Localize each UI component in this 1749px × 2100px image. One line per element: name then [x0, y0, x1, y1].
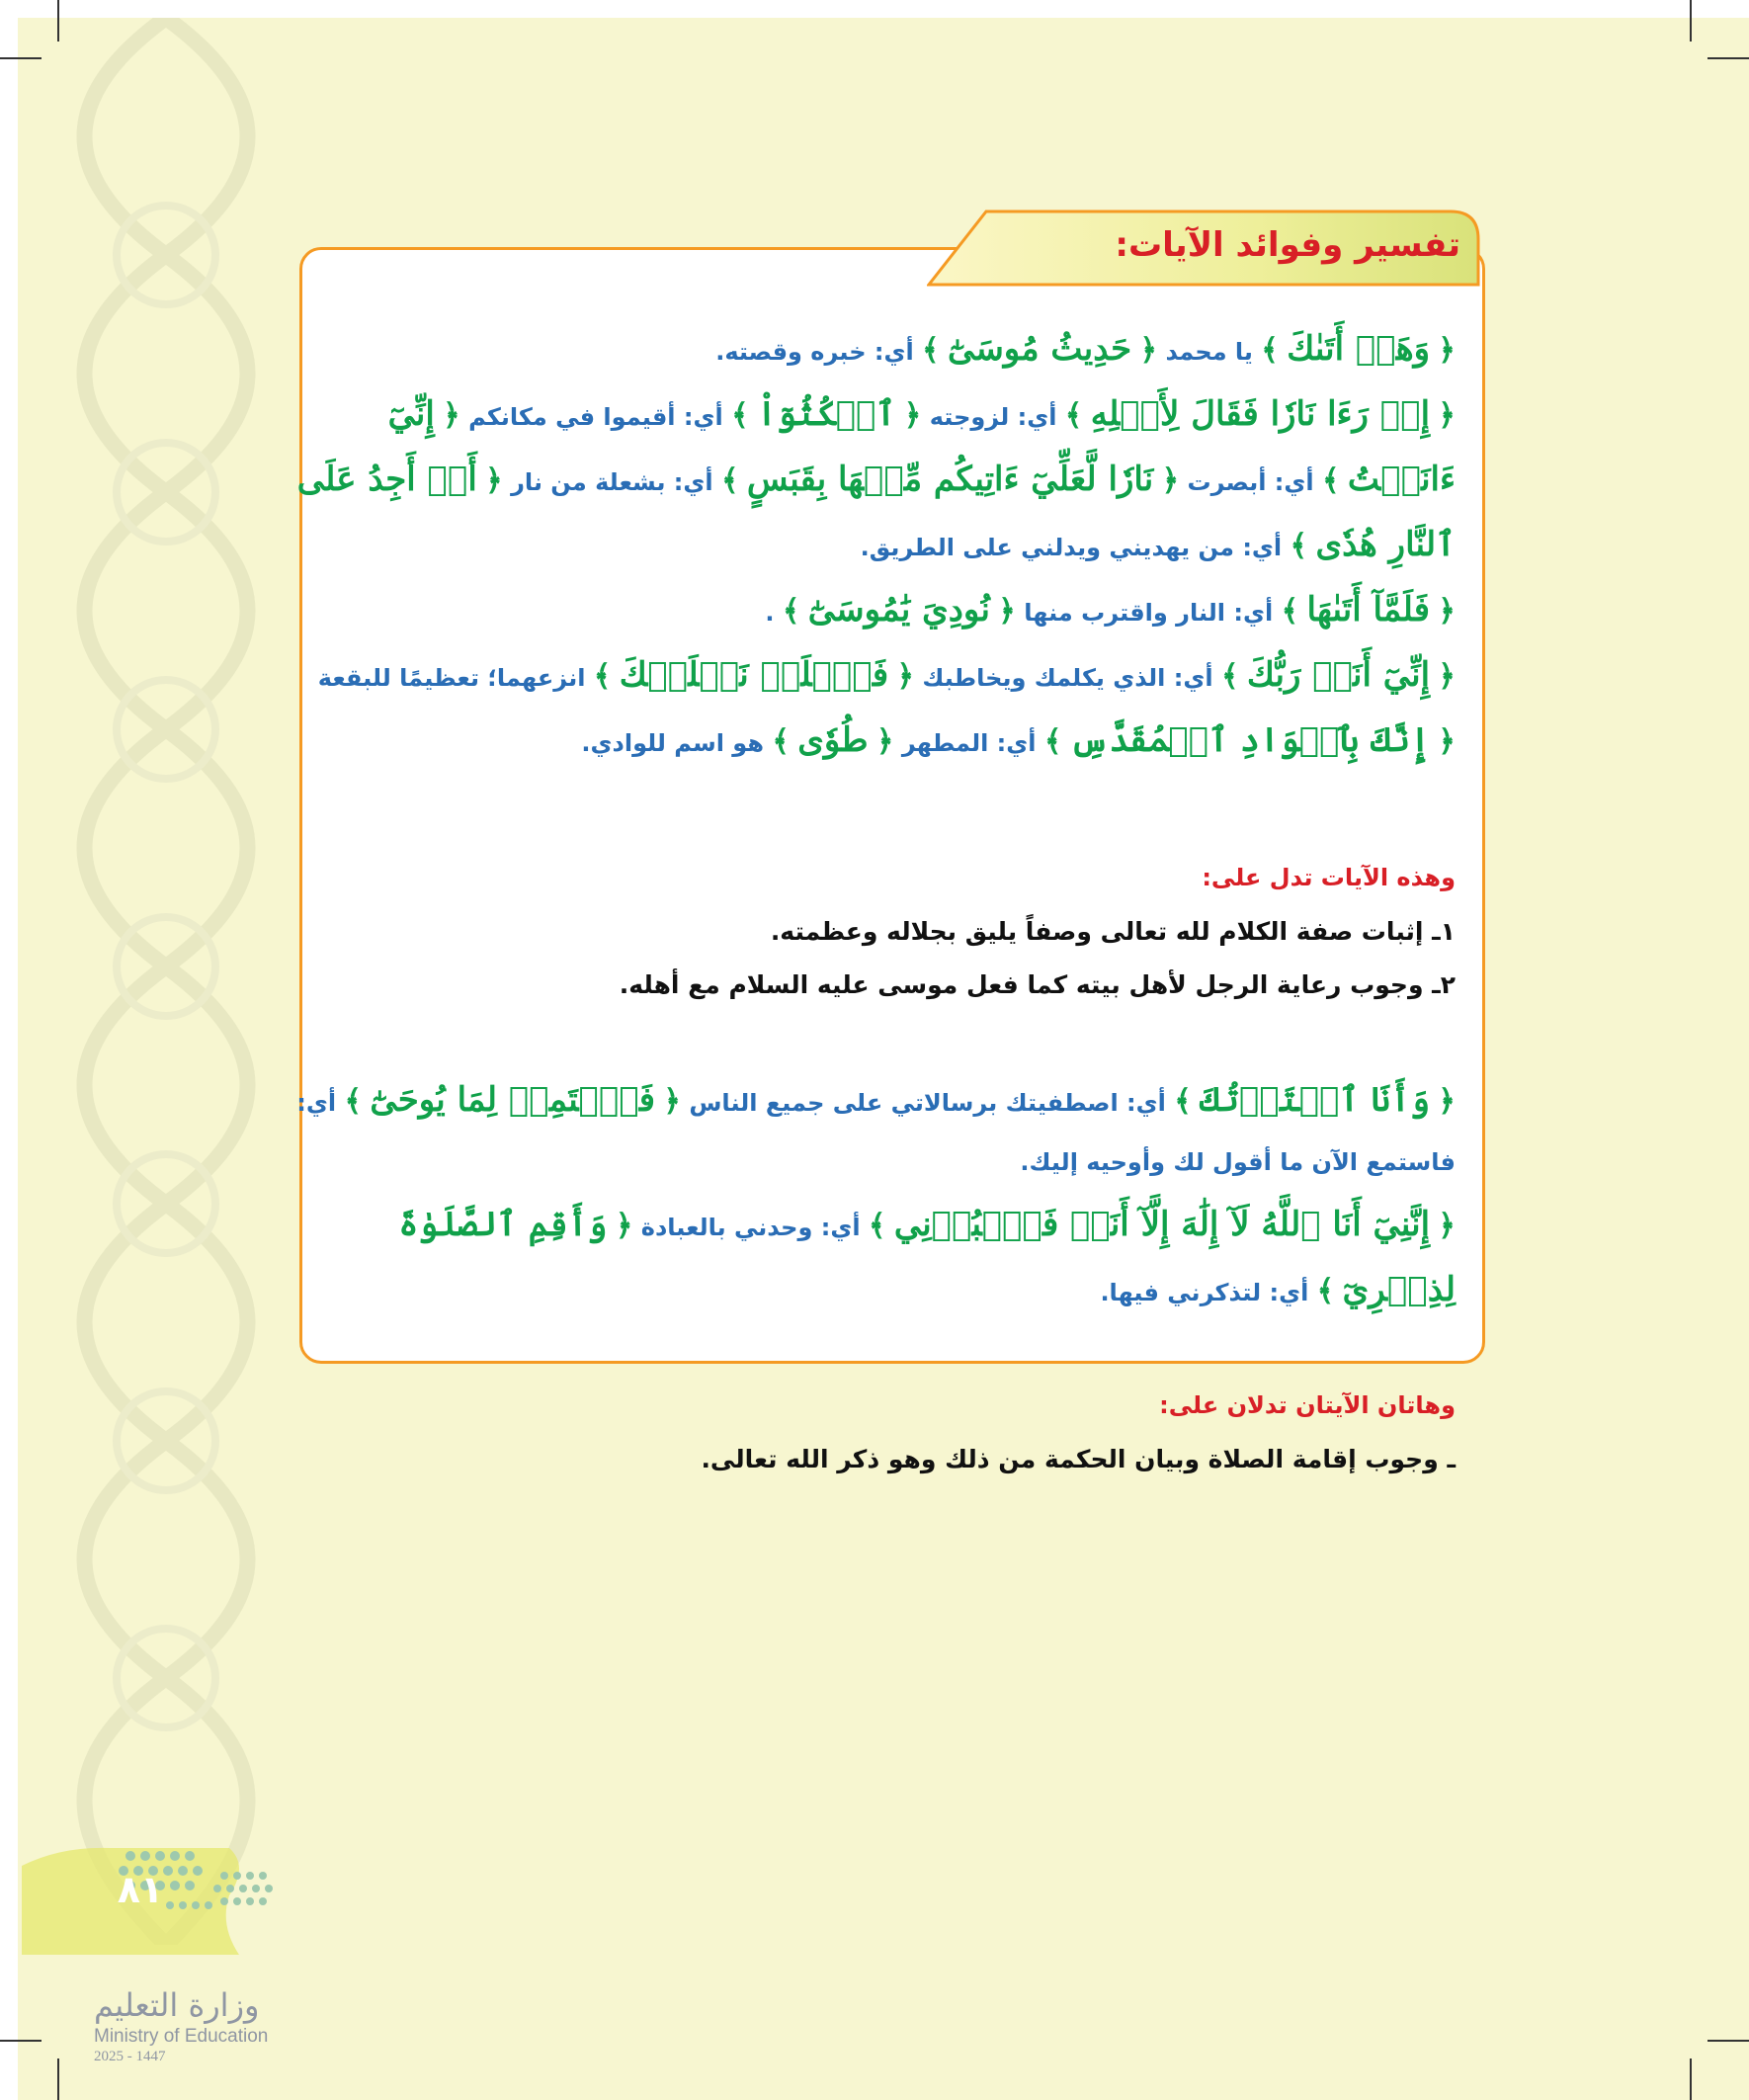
- explanation: فاستمع الآن ما أقول لك وأوحيه إليك.: [1020, 1148, 1456, 1176]
- verse: فَٱسۡتَمِعۡ لِمَا يُوحَىٰٓ: [370, 1080, 656, 1120]
- tafsir-line: ءَانَسۡتُ ﴾ أي: أبصرت ﴿ نَارٗا لَّعَلِّيٓ ءَاتِيكُم مِّنۡهَا بِقَبَسٍ ﴾ أي: بشعلة من نار ﴿ أَوۡ أَجِدُ عَلَى: [296, 460, 1456, 499]
- tafsir-line: ﴿ وَهَلۡ أَتَىٰكَ ﴾ يا محمد ﴿ حَدِيثُ مُوسَىٰٓ ﴾ أي: خبره وقصته.: [715, 329, 1456, 369]
- verse: فَٱخۡلَعۡ نَعۡلَيۡكَ: [619, 655, 889, 695]
- crop-mark: [1707, 2040, 1749, 2042]
- tafsir-line: ﴿ إِذۡ رَءَا نَارٗا فَقَالَ لِأَهۡلِهِ ﴾ أي: لزوجته ﴿ ٱمۡكُثُوٓاْ ﴾ أي: أقيموا في مكانكم ﴿ إِنِّيٓ: [387, 394, 1456, 434]
- main-content: [296, 316, 1456, 1486]
- spacer: [329, 1012, 1456, 1067]
- crop-mark: [1690, 2058, 1692, 2100]
- crop-mark: [0, 2040, 42, 2042]
- explanation: أي: أقيموا في مكانكم: [468, 403, 723, 431]
- explanation: أي: اصطفيتك برسالاتي على جميع الناس: [689, 1089, 1166, 1117]
- crop-mark: [1690, 0, 1692, 42]
- year-label: 2025 - 1447: [94, 2049, 166, 2064]
- verse: حَدِيثُ مُوسَىٰٓ: [947, 329, 1132, 369]
- verse: ٱمۡكُثُوٓاْ: [757, 394, 896, 434]
- tafsir-line: [329, 1133, 1456, 1192]
- ornamental-border: [18, 18, 314, 1945]
- verse: وَأَقِمِ ٱلصَّلَوٰةَ: [398, 1205, 608, 1244]
- verse: إِنَّكَ بِٱلۡوَادِ ٱلۡمُقَدَّسِ: [1069, 720, 1431, 760]
- explanation: أي: وحدني بالعبادة: [640, 1214, 861, 1241]
- tafsir-line: ﴿ إِنِّيٓ أَنَا۠ رَبُّكَ ﴾ أي: الذي يكلمك ويخاطبك ﴿ فَٱخۡلَعۡ نَعۡلَيۡكَ ﴾ انزعهما؛ تعظيمًا للبقعة: [317, 655, 1456, 695]
- ministry-name-en: Ministry of Education: [94, 2026, 269, 2047]
- verse: إِنَّنِيٓ أَنَا ٱللَّهُ لَآ إِلَٰهَ إِلَّآ أَنَا۠ فَٱعۡبُدۡنِي: [893, 1205, 1431, 1244]
- spacer: [329, 1322, 1456, 1378]
- verse: طُوٗى: [797, 720, 869, 760]
- verse: وَهَلۡ أَتَىٰكَ: [1287, 329, 1431, 369]
- explanation: يا محمد: [1165, 338, 1253, 366]
- section-title: تفسير وفوائد الآيات:: [1115, 225, 1460, 265]
- explanation: أي: بشعلة من نار: [511, 468, 713, 496]
- explanation: أي: لزوجته: [929, 403, 1057, 431]
- ministry-name-ar: وزارة التعليم: [94, 1986, 260, 2024]
- crop-mark: [57, 0, 59, 42]
- benefit-item: ١ـ إثبات صفة الكلام لله تعالى وصفاً يليق بجلاله وعظمته.: [770, 917, 1456, 946]
- explanation: أي: المطهر: [901, 729, 1037, 757]
- verse: أَوۡ أَجِدُ عَلَى: [296, 460, 477, 499]
- page-number: ٨١: [117, 1868, 164, 1911]
- verse: ٱلنَّارِ هُدٗى: [1315, 525, 1456, 564]
- explanation: أي: من يهديني ويدلني على الطريق.: [860, 534, 1283, 561]
- tafsir-line: ٱلنَّارِ هُدٗى ﴾ أي: من يهديني ويدلني على الطريق.: [860, 525, 1456, 564]
- crop-mark: [1707, 57, 1749, 59]
- tafsir-line: ﴿ إِنَّنِيٓ أَنَا ٱللَّهُ لَآ إِلَٰهَ إِلَّآ أَنَا۠ فَٱعۡبُدۡنِي ﴾ أي: وحدني بالعبادة ﴿ وَأَقِمِ ٱلصَّلَوٰةَ: [398, 1205, 1456, 1244]
- benefit-item: ـ وجوب إقامة الصلاة وبيان الحكمة من ذلك وهو ذكر الله تعالى.: [701, 1445, 1456, 1473]
- tafsir-line: ﴿ فَلَمَّآ أَتَىٰهَا ﴾ أي: النار واقترب منها ﴿ نُودِيَ يَٰمُوسَىٰٓ ﴾ .: [765, 590, 1456, 630]
- explanation: أي: الذي يكلمك ويخاطبك: [922, 664, 1213, 692]
- benefit-item: ٢ـ وجوب رعاية الرجل لأهل بيته كما فعل موسى عليه السلام مع أهله.: [619, 970, 1456, 999]
- verse: ءَانَسۡتُ: [1347, 460, 1456, 499]
- explanation: انزعهما؛ تعظيمًا للبقعة: [317, 664, 586, 692]
- tafsir-line: لِذِكۡرِيٓ ﴾ أي: لتذكرني فيها.: [1100, 1270, 1456, 1309]
- spacer: [329, 773, 1456, 850]
- explanation: أي: النار واقترب منها: [1024, 599, 1274, 627]
- explanation: أي: أبصرت: [1187, 468, 1314, 496]
- explanation: أي: لتذكرني فيها.: [1100, 1279, 1309, 1306]
- verse: إِنِّيٓ أَنَا۠ رَبُّكَ: [1246, 655, 1431, 695]
- explanation: أي:: [296, 1089, 337, 1117]
- benefits-heading: وهذه الآيات تدل على:: [1202, 864, 1456, 891]
- crop-mark: [0, 57, 42, 59]
- tafsir-line: ﴿ إِنَّكَ بِٱلۡوَادِ ٱلۡمُقَدَّسِ ﴾ أي: المطهر ﴿ طُوٗى ﴾ هو اسم للوادي.: [581, 720, 1456, 760]
- verse: نَارٗا لَّعَلِّيٓ ءَاتِيكُم مِّنۡهَا بِقَبَسٍ: [746, 460, 1154, 499]
- explanation: أي: خبره وقصته.: [715, 338, 914, 366]
- verse: إِذۡ رَءَا نَارٗا فَقَالَ لِأَهۡلِهِ: [1090, 394, 1431, 434]
- verse: فَلَمَّآ أَتَىٰهَا: [1306, 590, 1431, 630]
- verse: وَأَنَا ٱخۡتَرۡتُكَ: [1200, 1080, 1431, 1120]
- explanation: هو اسم للوادي.: [581, 729, 764, 757]
- verse: لِذِكۡرِيٓ: [1342, 1270, 1456, 1309]
- benefits-heading: وهاتان الآيتان تدلان على:: [1159, 1391, 1456, 1419]
- verse: إِنِّيٓ: [387, 394, 435, 434]
- crop-mark: [57, 2058, 59, 2100]
- verse: نُودِيَ يَٰمُوسَىٰٓ: [807, 590, 990, 630]
- tafsir-line: ﴿ وَأَنَا ٱخۡتَرۡتُكَ ﴾ أي: اصطفيتك برسالاتي على جميع الناس ﴿ فَٱسۡتَمِعۡ لِمَا يُوحَىٰٓ ﴾ أي:: [296, 1080, 1456, 1120]
